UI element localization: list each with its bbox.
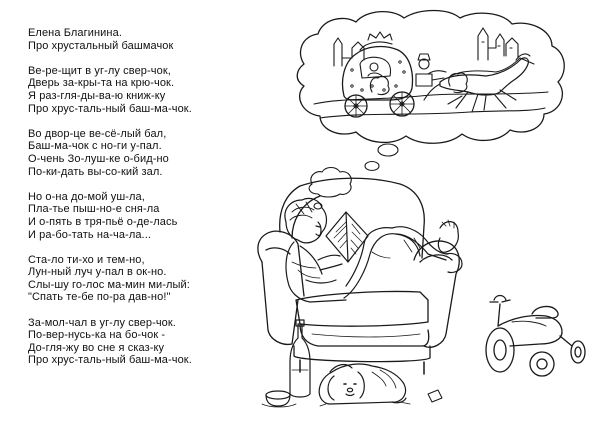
- poem-line: "Спать те-бе по-ра дав-но!": [28, 291, 171, 304]
- poem-line: Ве-ре-щит в уг-лу свер-чок,: [28, 64, 171, 77]
- poem-line: Про хрус-таль-ный баш-ма-чок.: [28, 354, 192, 367]
- poem-line: Слы-шу го-лос ма-мин ми-лый:: [28, 278, 190, 291]
- cup: [262, 391, 296, 407]
- poem-line: По-ки-дать вы-со-кий зал.: [28, 165, 163, 178]
- poem-line: И ра-бо-тать на-ча-ла...: [28, 228, 152, 241]
- poem-line: О-чень Зо-луш-ке о-бид-но: [28, 152, 169, 165]
- poem-line: Дверь за-кры-та на крю-чок.: [28, 77, 175, 90]
- floor-toy: [428, 390, 442, 402]
- poem-line: Про хрус-таль-ный баш-ма-чок.: [28, 102, 192, 115]
- boy: [285, 198, 462, 302]
- poem-line: Я раз-гля-ды-ва-ю книж-ку: [28, 89, 166, 102]
- poem-line: Но о-на до-мой уш-ла,: [28, 190, 145, 203]
- poem-line: До-гля-жу во сне я сказ-ку: [28, 341, 165, 354]
- armchair: [258, 178, 459, 374]
- poem-line: Во двор-це ве-сё-лый бал,: [28, 127, 167, 140]
- poem-line: Пла-тье пыш-но-е сня-ла: [28, 203, 160, 216]
- horses: [424, 54, 534, 112]
- poem-line: Баш-ма-чок с но-ги у-пал.: [28, 140, 162, 153]
- poem-line: Лун-ный луч у-пал в ок-но.: [28, 266, 167, 279]
- poem-line: И о-пять в тря-пьё о-де-лась: [28, 215, 178, 228]
- poem-line: Ста-ло ти-хо и тем-но,: [28, 253, 145, 266]
- dream-cloud-icon: [297, 11, 564, 171]
- dog: [319, 364, 410, 406]
- poem-author: Елена Благинина.: [28, 27, 122, 39]
- poem-line: По-вер-нусь-ка на бо-чок -: [28, 329, 166, 342]
- poem-line: За-мол-чал в уг-лу свер-чок.: [28, 316, 176, 329]
- poem-title: Про хрустальный башмачок: [28, 39, 174, 52]
- tricycle: [486, 296, 585, 377]
